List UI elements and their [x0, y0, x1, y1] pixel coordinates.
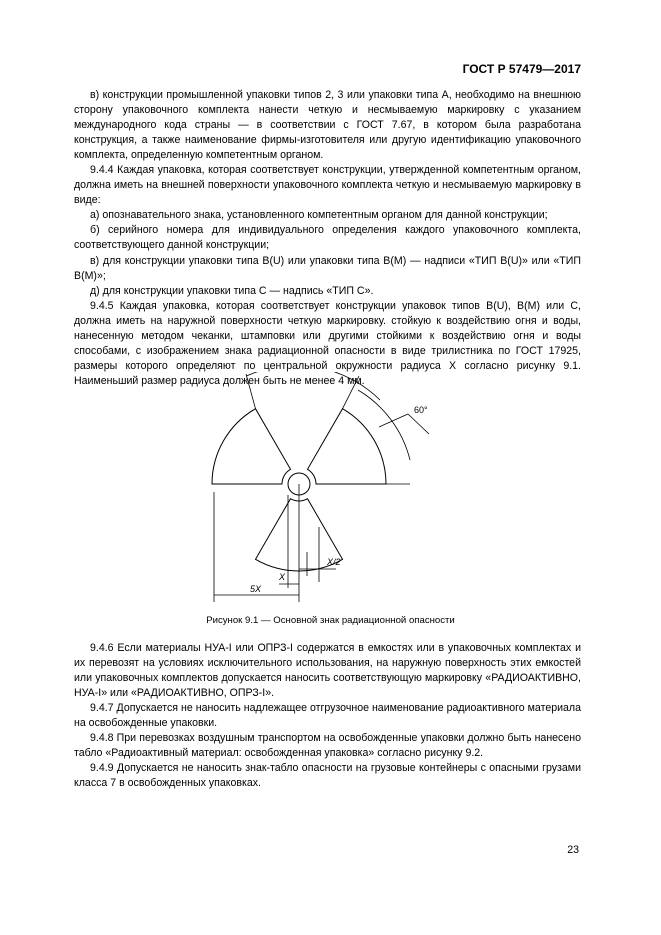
paragraph: 9.4.6 Если материалы НУА-I или ОПРЗ-I содержатся в емкостях или в упаковочных комплектах и их перевозят на условиях исключительного использования, на наружную поверхность этих емкостей или упаковочных комплектов допускается наносить соответствующую маркировку «РАДИОАКТИВНО, НУА-I» или «РАДИОАКТИВНО, ОПРЗ-I».: [74, 642, 581, 700]
angle-label-side: 60°: [414, 405, 428, 415]
document-header: ГОСТ Р 57479—2017: [462, 62, 581, 76]
body-text-top: [74, 88, 581, 389]
list-item: а) опознавательного знака, установленного компетентным органом для данной конструкции;: [90, 209, 548, 222]
list-item: б) серийного номера для индивидуального определения каждого упаковочного комплекта, соответствующего данной конструкции;: [74, 224, 581, 252]
list-item: в) для конструкции упаковки типа B(U) или упаковки типа B(M) — надписи «ТИП B(U)» или «ТИП B(M)»;: [74, 254, 581, 282]
list-item: д) для конструкции упаковки типа С — надпись «ТИП С».: [90, 284, 374, 297]
dimension-label-half-x: X/2: [327, 557, 341, 567]
trefoil-blade-left: [212, 409, 291, 484]
dimension-arc: [247, 372, 381, 400]
figure-caption: Рисунок 9.1 — Основной знак радиационной опасности: [206, 615, 455, 626]
trefoil-blade-right: [308, 409, 387, 484]
angle-label-top: [292, 372, 306, 374]
paragraph: в) конструкции промышленной упаковки типов 2, 3 или упаковки типа А, необходимо на внешнюю сторону упаковочного комплекта нанести четкую и несмываемую маркировку с указанием международного кода страны — в соответствии с ГОСТ 7.67, в котором была разработана конструкция, а также наименование фирмы-изготовителя или другую идентификацию упаковочного комплекта, определенную компетентным органом.: [74, 89, 581, 162]
paragraph: 9.4.9 Допускается не наносить знак-табло опасности на грузовые контейнеры с опасными грузами класса 7 в освобожденных упаковках.: [74, 762, 581, 790]
paragraph: 9.4.7 Допускается не наносить надлежащее отгрузочное наименование радиоактивного материала на освобожденные упаковки.: [74, 702, 581, 730]
dimension-label-5x: 5X: [250, 584, 262, 594]
paragraph: 9.4.4 Каждая упаковка, которая соответствует конструкции, утвержденной компетентным органом, должна иметь на внешней поверхности упаковочного комплекта четкую и несмываемую маркировку в виде:: [74, 164, 581, 207]
dimension-label-x: X: [279, 572, 286, 582]
paragraph: 9.4.5 Каждая упаковка, которая соответствует конструкции упаковок типов B(U), B(M) или С, должна иметь на наружной поверхности четкую маркировку. стойкую к воздействию огня и воды, нанесенную методом чеканки, штамповки или другими стойкими к воздействию огня и воды способами, с изображением знака радиационной опасности в виде трилистника по ГОСТ 17925, размеры которого определяют по центральной окружности радиуса X согласно рисунку 9.1. Наименьший размер радиуса должен быть не менее 4 мм.: [74, 299, 581, 387]
figure-radiation-trefoil: [74, 372, 581, 602]
page-number: 23: [567, 844, 579, 856]
body-text-bottom: [74, 641, 581, 791]
paragraph: 9.4.8 При перевозках воздушным транспортом на освобожденные упаковки должно быть нанесено табло «Радиоактивный материал: освобожденная упаковка» согласно рисунку 9.2.: [74, 732, 581, 760]
trefoil-diagram: [74, 372, 581, 602]
